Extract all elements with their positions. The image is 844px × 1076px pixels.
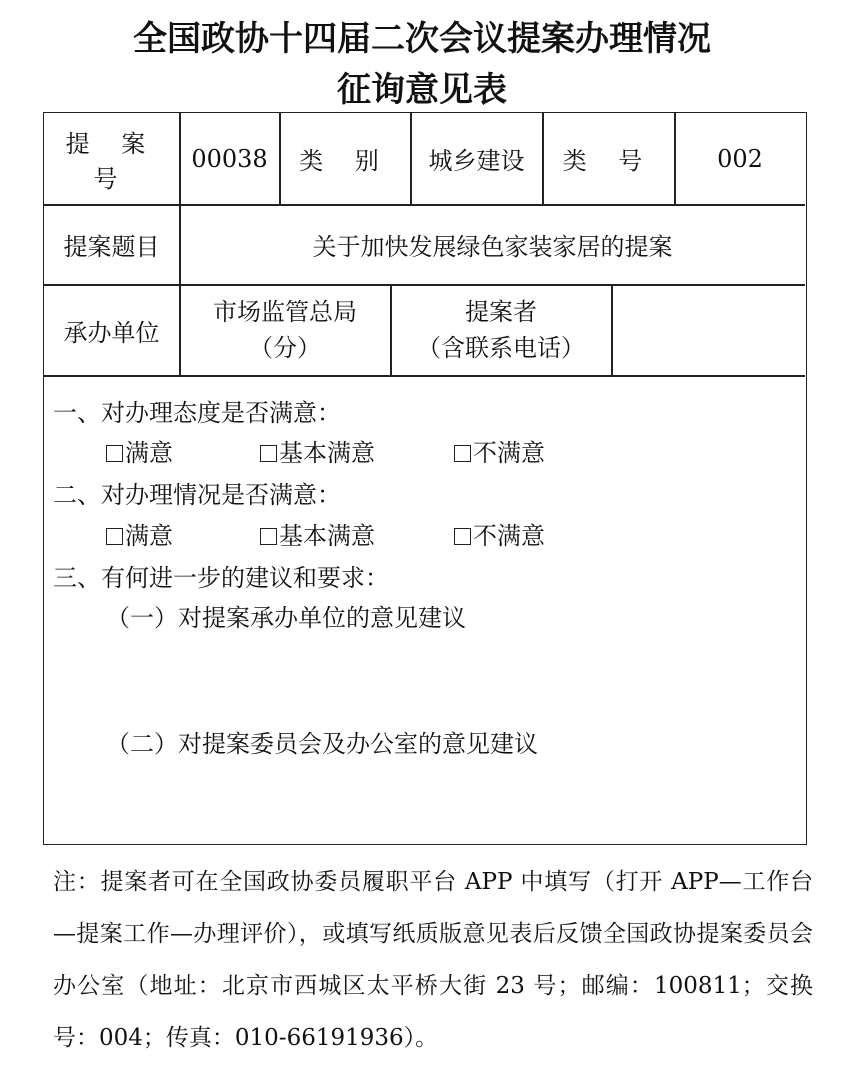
q1-option-unsatisfied[interactable]	[454, 433, 545, 468]
type-no-label: 类 号	[562, 147, 655, 175]
checkbox-icon[interactable]	[260, 445, 277, 462]
question-3-sub-2: （二）对提案委员会及办公室的意见建议	[106, 730, 538, 758]
type-no-value: 002	[717, 144, 763, 173]
checkbox-icon[interactable]	[260, 528, 277, 545]
checkbox-icon[interactable]	[106, 528, 123, 545]
option-label: 基本满意	[279, 522, 375, 550]
option-label: 不满意	[473, 522, 545, 550]
proposal-no-label: 提 案 号	[65, 129, 158, 193]
handler-value-line2: （分）	[249, 334, 321, 362]
subject-value: 关于加快发展绿色家装家居的提案	[312, 233, 673, 261]
option-label: 不满意	[473, 439, 545, 467]
checkbox-icon[interactable]	[454, 528, 471, 545]
question-1: 一、对办理态度是否满意：	[53, 399, 341, 427]
q1-option-satisfied[interactable]	[106, 433, 173, 468]
option-label: 满意	[125, 439, 173, 467]
proposer-label-line1: 提案者	[465, 298, 537, 326]
form-title-line2: 征询意见表	[337, 70, 507, 110]
proposer-label-line2: （含联系电话）	[417, 334, 585, 362]
q2-option-satisfied[interactable]	[106, 516, 173, 551]
checkbox-icon[interactable]	[106, 445, 123, 462]
category-label: 类 别	[299, 147, 391, 175]
q2-option-basically-satisfied[interactable]	[260, 516, 375, 551]
subject-label: 提案题目	[63, 233, 160, 261]
q2-option-unsatisfied[interactable]	[454, 516, 545, 551]
form-title-line1: 全国政协十四届二次会议提案办理情况	[133, 19, 711, 59]
question-2: 二、对办理情况是否满意：	[53, 481, 341, 509]
proposer-contact-field[interactable]	[612, 285, 805, 375]
checkbox-icon[interactable]	[454, 445, 471, 462]
handler-value	[180, 285, 390, 375]
proposal-no-value: 00038	[191, 144, 268, 173]
proposer-label	[391, 285, 611, 375]
q1-option-basically-satisfied[interactable]	[260, 433, 375, 468]
footnote: 注：提案者可在全国政协委员履职平台 APP 中填写（打开 APP—工作台—提案工作—办理评价），或填写纸质版意见表后反馈全国政协提案委员会办公室（地址：北京市西城区太平桥大街 23 号；邮编：100811；交换号：004；传真：010-66191936）。	[53, 869, 813, 1051]
handler-value-line1: 市场监管总局	[213, 298, 357, 326]
row-divider	[44, 375, 805, 377]
handler-label: 承办单位	[63, 318, 160, 347]
category-value: 城乡建设	[428, 147, 525, 175]
option-label: 满意	[125, 522, 173, 550]
option-label: 基本满意	[279, 439, 375, 467]
question-3: 三、有何进一步的建议和要求：	[53, 564, 389, 592]
opinion-form-table	[43, 112, 807, 845]
question-3-sub-1: （一）对提案承办单位的意见建议	[106, 604, 466, 632]
